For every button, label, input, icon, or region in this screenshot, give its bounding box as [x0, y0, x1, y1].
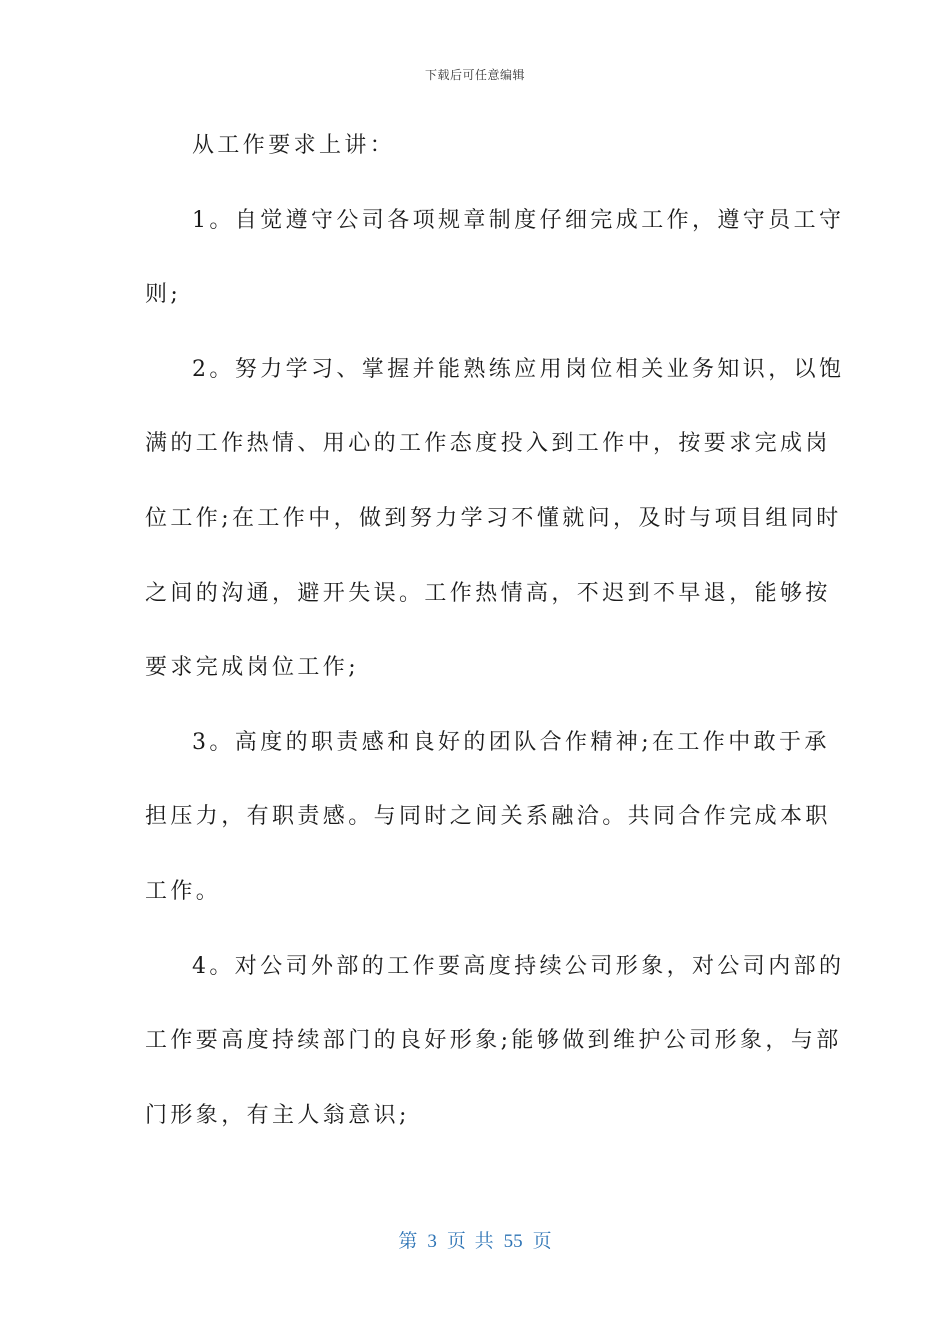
footer-suffix: 页 — [532, 1231, 552, 1252]
paragraph-line: 位工作;在工作中，做到努力学习不懂就问，及时与项目组同时 — [145, 505, 842, 531]
page-footer — [0, 1226, 950, 1253]
page-number: 3 — [427, 1231, 437, 1252]
paragraph-line: 工作。 — [145, 878, 222, 904]
document-body — [145, 130, 845, 1174]
paragraph-line: 门形象，有主人翁意识; — [145, 1102, 410, 1128]
paragraph-line: 担压力，有职责感。与同时之间关系融洽。共同合作完成本职 — [145, 804, 831, 830]
page-total: 55 — [503, 1231, 523, 1252]
paragraph-line: 4。对公司外部的工作要高度持续公司形象，对公司内部的 — [192, 953, 845, 979]
paragraph-line: 则; — [145, 282, 182, 308]
paragraph-line: 要求完成岗位工作; — [145, 655, 360, 681]
paragraph-line: 2。努力学习、掌握并能熟练应用岗位相关业务知识，以饱 — [192, 356, 845, 382]
paragraph-line: 1。自觉遵守公司各项规章制度仔细完成工作，遵守员工守 — [192, 207, 845, 233]
paragraph-line: 之间的沟通，避开失误。工作热情高，不迟到不早退，能够按 — [145, 580, 831, 606]
paragraph-line: 满的工作热情、用心的工作态度投入到工作中，按要求完成岗 — [145, 431, 831, 457]
header-note: 下载后可任意编辑 — [424, 68, 525, 82]
paragraph-line: 3。高度的职责感和良好的团队合作精神;在工作中敢于承 — [192, 729, 830, 755]
footer-prefix: 第 — [398, 1231, 418, 1252]
paragraph-line: 工作要高度持续部门的良好形象;能够做到维护公司形象，与部 — [145, 1028, 842, 1054]
footer-middle: 页 共 — [446, 1231, 494, 1252]
section-heading: 从工作要求上讲： — [192, 133, 396, 158]
